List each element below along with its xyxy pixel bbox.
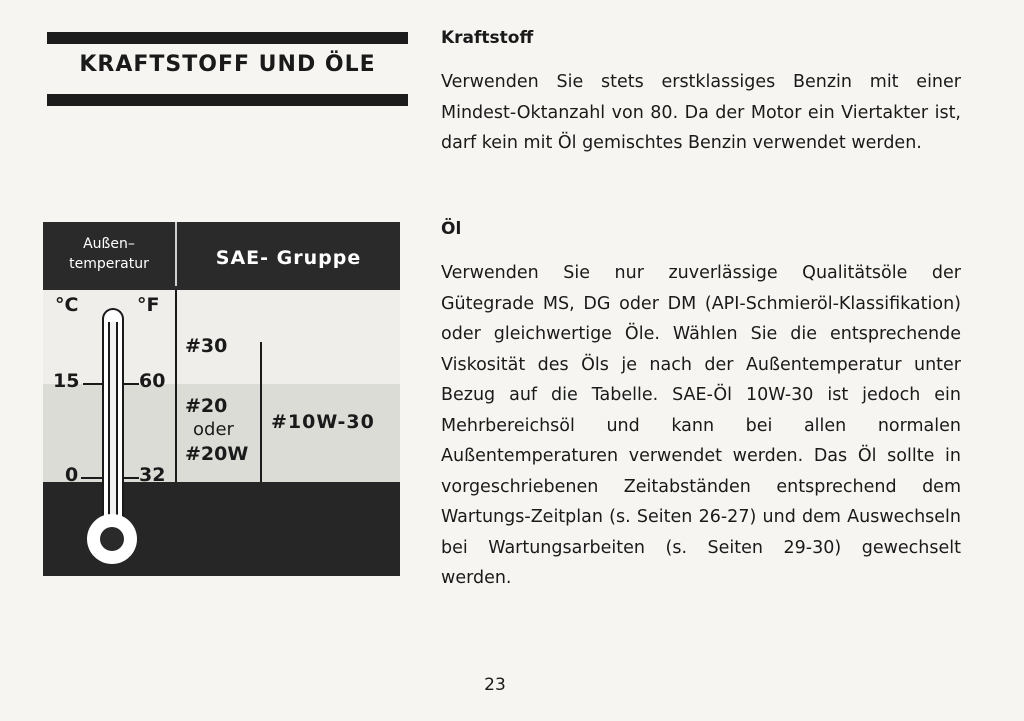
outside-temperature-header-line2: temperatur — [69, 256, 149, 272]
tick-line-0-right — [123, 477, 139, 479]
title-rule-top — [47, 32, 408, 44]
oil-paragraph: Verwenden Sie nur zuverlässige Qualitätsöle der Gütegrade MS, DG oder DM (API-Schmieröl-Klassifikation) oder gleichwertige Öle. Wählen Sie die entsprechende Viskosität des Öls je nach der Außentemperatur unter Bezug auf die Tabelle. SAE-Öl 10W-30 ist jedoch ein Mehrbereichsöl und kann bei allen normalen Außentemperaturen verwendet werden. Das Öl sollte in vorgeschriebenen Zeitabständen entsprechend dem Wartungs-Zeitplan (s. Seiten 26-27) und dem Auswechseln bei Wartungsarbeiten (s. Seiten 29-30) gewechselt werden. — [441, 263, 961, 588]
section-title: KRAFTSTOFF UND ÖLE — [79, 52, 376, 77]
tick-line-15-left — [83, 383, 103, 385]
sae-oder-label: oder — [193, 419, 234, 440]
sae-10w-30-label: #10W-30 — [271, 411, 375, 433]
outside-temperature-header — [43, 222, 175, 290]
sae-20-label: #20 — [185, 395, 228, 417]
column-divider — [175, 290, 177, 482]
fuel-heading: Kraftstoff — [441, 28, 534, 48]
thermometer-bulb-core — [100, 527, 124, 551]
oil-heading: Öl — [441, 219, 462, 239]
thermometer-column — [108, 322, 118, 532]
tick-fahrenheit-60: 60 — [139, 370, 166, 392]
range-bracket — [260, 342, 262, 482]
fuel-paragraph: Verwenden Sie stets erstklassiges Benzin mit einer Mindest-Oktanzahl von 80. Da der Motor ein Viertakter ist, darf kein mit Öl gemischtes Benzin verwendet werden. — [441, 72, 961, 153]
tick-celsius-0: 0 — [65, 464, 79, 486]
outside-temperature-header-line1: Außen– — [83, 236, 135, 252]
tick-celsius-15: 15 — [53, 370, 80, 392]
sae-30-label: #30 — [185, 335, 228, 357]
fahrenheit-unit: °F — [137, 294, 160, 316]
sae-20w-label: #20W — [185, 443, 249, 465]
tick-line-0-left — [81, 477, 103, 479]
celsius-unit: °C — [55, 294, 79, 316]
tick-line-15-right — [123, 383, 139, 385]
tick-fahrenheit-32: 32 — [139, 464, 166, 486]
title-rule-bottom — [47, 94, 408, 106]
sae-group-header: SAE- Gruppe — [215, 247, 362, 269]
oil-viscosity-table — [43, 222, 400, 576]
page-number: 23 — [484, 675, 506, 695]
